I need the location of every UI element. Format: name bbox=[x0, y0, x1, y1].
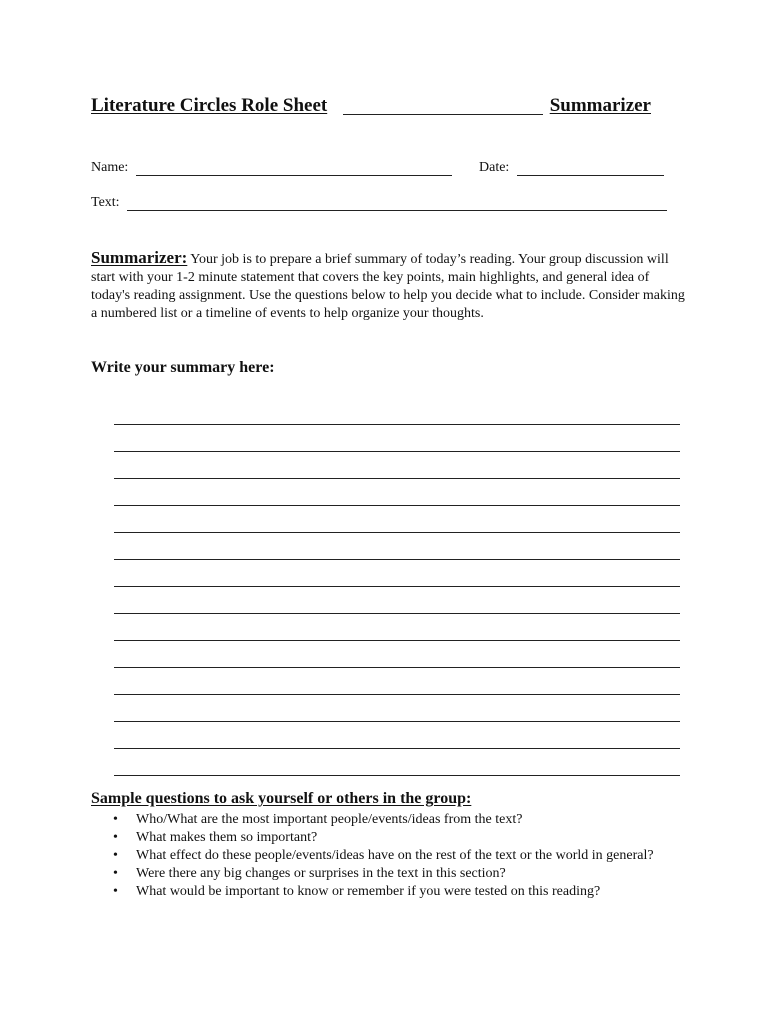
question-text: What would be important to know or remember if you were tested on this reading? bbox=[136, 884, 601, 899]
question-item bbox=[113, 865, 654, 883]
summary-writing-line[interactable] bbox=[114, 479, 680, 506]
question-item bbox=[113, 883, 654, 901]
bullet-icon: • bbox=[113, 848, 118, 863]
summary-writing-line[interactable] bbox=[114, 587, 680, 614]
date-label: Date: bbox=[479, 160, 510, 175]
bullet-icon: • bbox=[113, 812, 118, 827]
question-text: What effect do these people/events/ideas have on the rest of the text or the world in general? bbox=[136, 848, 654, 863]
summary-writing-line[interactable] bbox=[114, 722, 680, 749]
instructions-paragraph bbox=[91, 249, 691, 323]
summary-writing-line[interactable] bbox=[114, 614, 680, 641]
questions-list bbox=[113, 811, 654, 901]
name-field-row bbox=[91, 160, 452, 176]
name-label: Name: bbox=[91, 160, 129, 175]
summary-writing-line[interactable] bbox=[114, 398, 680, 425]
summary-writing-line[interactable] bbox=[114, 452, 680, 479]
role-title: Summarizer bbox=[549, 95, 651, 116]
name-field[interactable] bbox=[136, 161, 452, 176]
question-item bbox=[113, 847, 654, 865]
summary-writing-line[interactable] bbox=[114, 506, 680, 533]
page-title: Literature Circles Role Sheet bbox=[91, 95, 328, 116]
questions-heading: Sample questions to ask yourself or others in the group: bbox=[91, 790, 472, 807]
bullet-icon: • bbox=[113, 884, 118, 899]
instructions-lead: Summarizer: bbox=[91, 248, 188, 267]
summary-writing-line[interactable] bbox=[114, 749, 680, 776]
text-field-row bbox=[91, 195, 667, 211]
summary-writing-line[interactable] bbox=[114, 641, 680, 668]
title-rule bbox=[343, 114, 543, 115]
date-field-row bbox=[479, 160, 664, 176]
bullet-icon: • bbox=[113, 866, 118, 881]
text-label: Text: bbox=[91, 195, 120, 210]
instructions-body: Your job is to prepare a brief summary of today’s reading. Your group discussion will start with your 1-2 minute statement that covers the key points, main highlights, and general idea of today's reading assignment. Use the questions below to help you decide what to include. Consider making a numbered list or a timeline of events to help organize your thoughts. bbox=[91, 252, 685, 321]
summary-writing-line[interactable] bbox=[114, 695, 680, 722]
summary-writing-line[interactable] bbox=[114, 560, 680, 587]
question-item bbox=[113, 811, 654, 829]
summary-writing-line[interactable] bbox=[114, 668, 680, 695]
summary-writing-line[interactable] bbox=[114, 533, 680, 560]
question-text: Who/What are the most important people/events/ideas from the text? bbox=[136, 812, 523, 827]
bullet-icon: • bbox=[113, 830, 118, 845]
date-field[interactable] bbox=[517, 161, 664, 176]
question-text: What makes them so important? bbox=[136, 830, 318, 845]
question-item bbox=[113, 829, 654, 847]
summary-writing-area[interactable] bbox=[114, 398, 680, 776]
text-field[interactable] bbox=[127, 196, 667, 211]
summary-writing-line[interactable] bbox=[114, 425, 680, 452]
summary-heading: Write your summary here: bbox=[91, 359, 275, 376]
question-text: Were there any big changes or surprises in the text in this section? bbox=[136, 866, 506, 881]
title-row bbox=[91, 95, 651, 119]
